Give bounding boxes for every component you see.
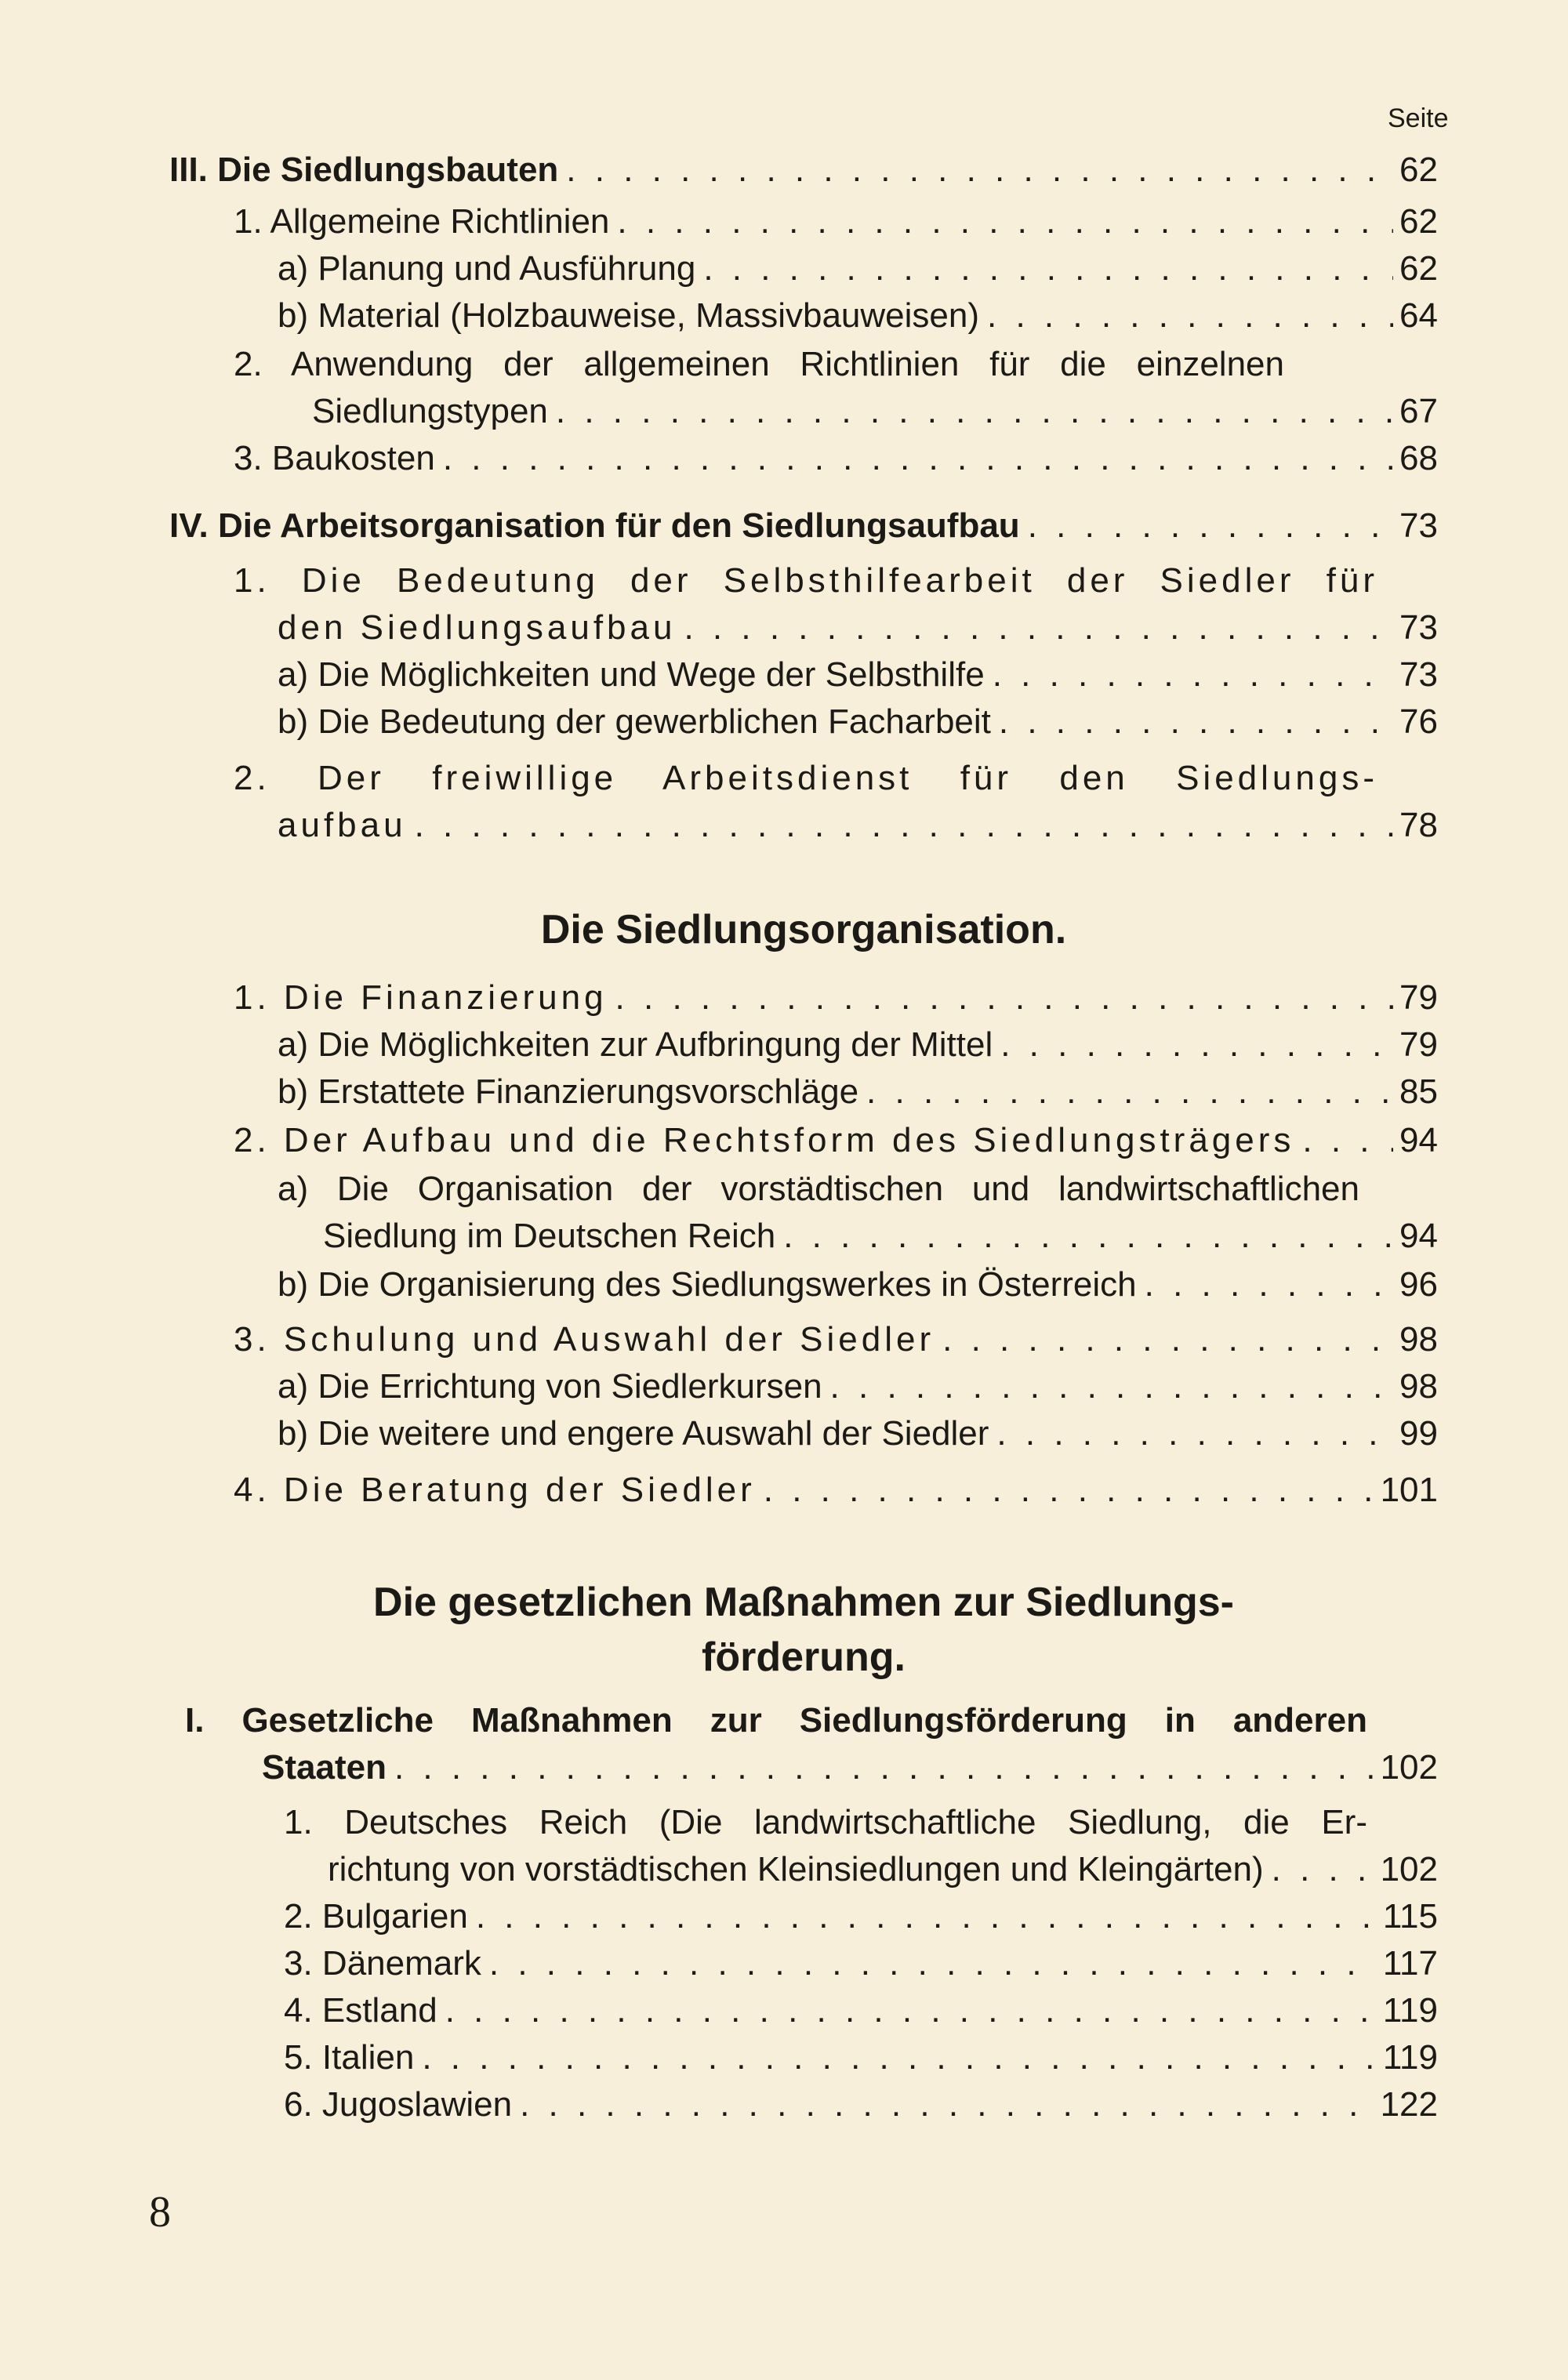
toc-entry (323, 1214, 1438, 1259)
toc-entry (278, 1262, 1438, 1308)
toc-entry-page: 67 (1399, 392, 1438, 430)
section-heading-line1: Die gesetzlichen Maßnahmen zur Siedlungs- (373, 1580, 1234, 1625)
toc-entry-page: 115 (1382, 1897, 1438, 1936)
page-column-header: Seite (1388, 103, 1449, 133)
toc-entry-label: 3. Dänemark (284, 1944, 481, 1983)
toc-entry-line (234, 756, 1378, 801)
toc-entry (234, 975, 1438, 1021)
leader-dots (987, 293, 1393, 339)
toc-entry-page: 62 (1399, 151, 1438, 189)
leader-dots (415, 803, 1393, 848)
leader-dots (566, 147, 1393, 193)
toc-entry-page: 102 (1380, 1748, 1438, 1787)
toc-entry-label: b) Die Organisierung des Siedlungswerkes in Österreich (278, 1265, 1137, 1304)
toc-entry-page: 62 (1399, 202, 1438, 241)
toc-entry (312, 389, 1438, 434)
toc-entry-label: 3. Baukosten (234, 439, 435, 477)
toc-entry-label: 1. Die Finanzierung (234, 978, 608, 1017)
leader-dots (394, 1745, 1374, 1790)
section-heading: Die Siedlungsorganisation. (540, 907, 1067, 952)
leader-dots (1302, 1118, 1393, 1163)
toc-entry-label: Staaten (262, 1748, 387, 1787)
toc-entry-page: 102 (1380, 1850, 1438, 1888)
leader-dots (1028, 503, 1393, 549)
toc-entry-line (284, 1800, 1367, 1845)
leader-dots (703, 246, 1393, 292)
toc-entry-page: 64 (1399, 296, 1438, 335)
leader-dots (422, 2035, 1377, 2081)
toc-entry-page: 122 (1380, 2085, 1438, 2124)
toc-entry-page: 73 (1399, 608, 1438, 647)
toc-entry (278, 1022, 1438, 1068)
toc-entry-label: den Siedlungsaufbau (278, 608, 677, 647)
toc-entry-label: a) Die Errichtung von Siedlerkursen (278, 1367, 822, 1406)
toc-entry-label: I. Gesetzliche Maßnahmen zur Siedlungsförderung in anderen (185, 1701, 1367, 1740)
toc-entry-label: 1. Die Bedeutung der Selbsthilfearbeit der Siedler für (234, 561, 1378, 600)
toc-entry (278, 1364, 1438, 1409)
toc-entry-label: 6. Jugoslawien (284, 2085, 513, 2124)
toc-entry-label: 4. Estland (284, 1991, 437, 2030)
toc-entry (278, 1069, 1438, 1115)
leader-dots (993, 652, 1393, 698)
toc-entry-page: 117 (1382, 1944, 1438, 1983)
toc-entry-page: 94 (1399, 1217, 1438, 1255)
toc-entry-label: b) Die weitere und engere Auswahl der Siedler (278, 1414, 989, 1453)
leader-dots (830, 1364, 1394, 1409)
toc-entry-label: III. Die Siedlungsbauten (169, 151, 559, 189)
leader-dots (942, 1317, 1393, 1362)
toc-entry-page: 76 (1399, 702, 1438, 741)
toc-entry-page: 94 (1399, 1121, 1438, 1159)
toc-entry-page: 78 (1399, 806, 1438, 844)
leader-dots (764, 1468, 1374, 1513)
toc-entry (278, 652, 1438, 698)
toc-entry-label: b) Material (Holzbauweise, Massivbauweisen) (278, 296, 980, 335)
toc-entry-label: 1. Allgemeine Richtlinien (234, 202, 610, 241)
toc-entry-page: 96 (1399, 1265, 1438, 1304)
toc-entry-label: a) Die Möglichkeiten und Wege der Selbsthilfe (278, 655, 985, 694)
toc-entry-label: aufbau (278, 806, 407, 844)
toc-entry-label: 5. Italien (284, 2038, 415, 2077)
toc-entry-label: 2. Der Aufbau und die Rechtsform des Siedlungsträgers (234, 1121, 1295, 1159)
toc-entry (284, 2035, 1438, 2081)
toc-entry-label: a) Die Möglichkeiten zur Aufbringung der Mittel (278, 1025, 993, 1064)
toc-entry (234, 199, 1438, 245)
leader-dots (996, 1411, 1393, 1457)
leader-dots (1145, 1262, 1393, 1308)
toc-entry (328, 1847, 1438, 1892)
toc-entry (234, 436, 1438, 481)
toc-entry-label: b) Die Bedeutung der gewerblichen Facharbeit (278, 702, 991, 741)
toc-entry-label: 3. Schulung und Auswahl der Siedler (234, 1320, 935, 1359)
toc-entry-page: 98 (1399, 1367, 1438, 1406)
toc-entry-page: 73 (1399, 655, 1438, 694)
toc-entry-label: richtung von vorstädtischen Kleinsiedlungen und Kleingärten) (328, 1850, 1264, 1888)
leader-dots (476, 1894, 1377, 1939)
page-number: 8 (149, 2188, 171, 2237)
toc-entry (169, 503, 1438, 549)
leader-dots (684, 605, 1393, 651)
toc-entry-page: 119 (1382, 1991, 1438, 2030)
toc-entry-page: 62 (1399, 249, 1438, 288)
toc-entry (284, 1988, 1438, 2034)
toc-entry-page: 68 (1399, 439, 1438, 477)
leader-dots (489, 1941, 1377, 1986)
toc-entry-page: 119 (1382, 2038, 1438, 2077)
toc-entry (234, 1118, 1438, 1163)
toc-entry-page: 99 (1399, 1414, 1438, 1453)
toc-entry-line (234, 558, 1378, 604)
toc-entry (234, 1468, 1438, 1513)
toc-entry-label: a) Planung und Ausführung (278, 249, 696, 288)
toc-entry-label: 2. Der freiwillige Arbeitsdienst für den Siedlungs- (234, 759, 1378, 797)
toc-entry (278, 605, 1438, 651)
toc-entry (278, 1411, 1438, 1457)
toc-entry-label: a) Die Organisation der vorstädtischen und landwirtschaftlichen (278, 1170, 1359, 1208)
toc-entry-label: Siedlung im Deutschen Reich (323, 1217, 776, 1255)
leader-dots (443, 436, 1393, 481)
leader-dots (615, 975, 1394, 1021)
toc-entry-label: IV. Die Arbeitsorganisation für den Siedlungsaufbau (169, 506, 1020, 545)
toc-entry-line (234, 342, 1284, 387)
leader-dots (1272, 1847, 1374, 1892)
toc-entry (284, 1894, 1438, 1939)
toc-entry (284, 2082, 1438, 2128)
toc-entry (278, 803, 1438, 848)
toc-entry-page: 79 (1399, 978, 1438, 1017)
toc-entry (262, 1745, 1438, 1790)
toc-entry-page: 73 (1399, 506, 1438, 545)
leader-dots (617, 199, 1393, 245)
leader-dots (999, 699, 1393, 745)
toc-entry-page: 98 (1399, 1320, 1438, 1359)
toc-entry-page: 101 (1380, 1471, 1438, 1509)
leader-dots (520, 2082, 1374, 2128)
toc-entry-label: b) Erstattete Finanzierungsvorschläge (278, 1072, 859, 1111)
leader-dots (866, 1069, 1393, 1115)
toc-entry-label: 2. Bulgarien (284, 1897, 468, 1936)
leader-dots (556, 389, 1393, 434)
toc-entry (278, 699, 1438, 745)
toc-entry-page: 79 (1399, 1025, 1438, 1064)
toc-entry (278, 246, 1438, 292)
toc-entry-label: 1. Deutsches Reich (Die landwirtschaftliche Siedlung, die Er- (284, 1803, 1367, 1841)
toc-entry-line (278, 1166, 1359, 1212)
leader-dots (445, 1988, 1377, 2034)
toc-entry (278, 293, 1438, 339)
toc-entry (169, 147, 1438, 193)
toc-entry-line (185, 1698, 1367, 1743)
leader-dots (1000, 1022, 1393, 1068)
toc-entry-label: 2. Anwendung der allgemeinen Richtlinien für die einzelnen (234, 345, 1284, 383)
toc-entry-label: 4. Die Beratung der Siedler (234, 1471, 756, 1509)
section-heading-line2: förderung. (702, 1634, 906, 1680)
toc-entry (284, 1941, 1438, 1986)
toc-entry-page: 85 (1399, 1072, 1438, 1111)
leader-dots (783, 1214, 1393, 1259)
toc-entry (234, 1317, 1438, 1362)
toc-entry-label: Siedlungstypen (312, 392, 548, 430)
